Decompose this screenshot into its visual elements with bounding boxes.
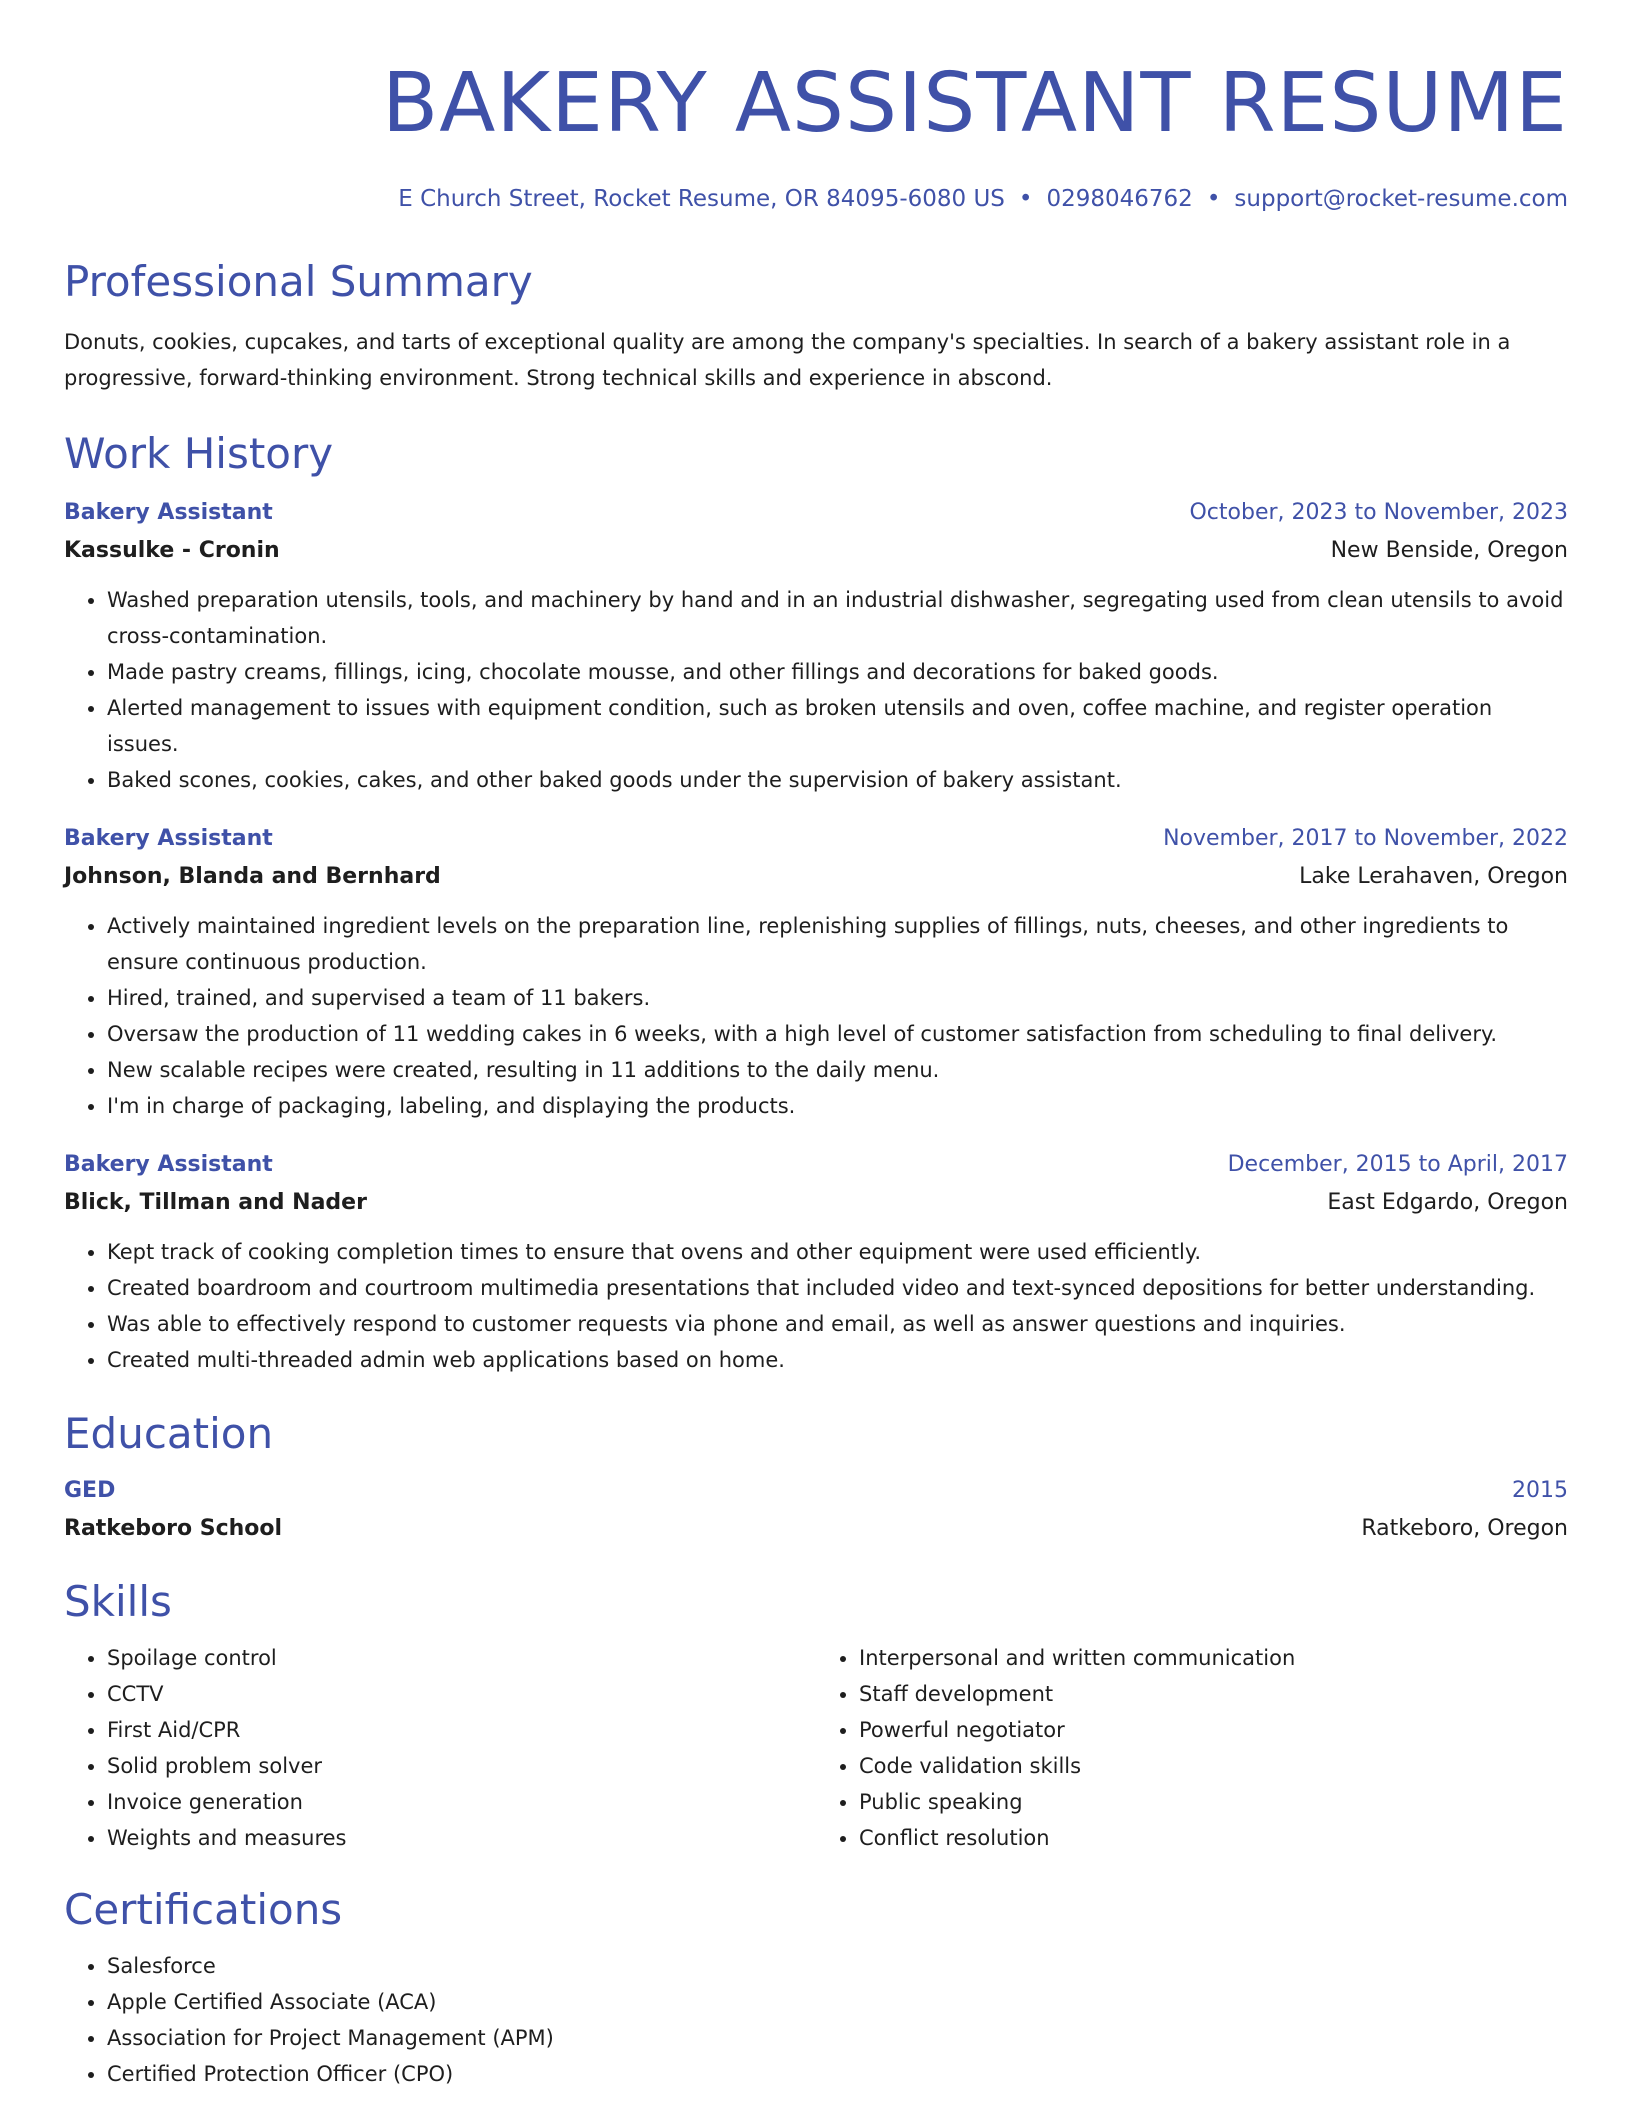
contact-address: E Church Street, Rocket Resume, OR 84095-6080 US xyxy=(398,186,1005,212)
contact-phone: 0298046762 xyxy=(1046,186,1193,212)
skill-item: • Staff development xyxy=(859,1676,1568,1712)
contact-email[interactable]: support@rocket-resume.com xyxy=(1234,186,1568,212)
job-location: New Benside, Oregon xyxy=(1330,538,1568,563)
skill-item: • Code validation skills xyxy=(859,1748,1568,1784)
summary-heading: Professional Summary xyxy=(64,257,533,306)
job-duty: • I'm in charge of packaging, labeling, and displaying the products. xyxy=(107,1088,1568,1124)
job-duty: • Hired, trained, and supervised a team of 11 bakers. xyxy=(107,980,1568,1016)
skill-item: • First Aid/CPR xyxy=(107,1712,816,1748)
skill-item: • Public speaking xyxy=(859,1784,1568,1820)
certifications-list xyxy=(64,1948,1568,2092)
skills-columns xyxy=(64,1640,1568,1856)
certification-item: • Apple Certified Associate (ACA) xyxy=(107,1984,1568,2020)
job-title: Bakery Assistant xyxy=(64,1152,273,1177)
resume-title: BAKERY ASSISTANT RESUME xyxy=(382,56,1568,151)
job-title: Bakery Assistant xyxy=(64,826,273,851)
job-dates: November, 2017 to November, 2022 xyxy=(1163,826,1568,851)
job-duty: • Created multi-threaded admin web applications based on home. xyxy=(107,1342,1568,1378)
summary-text: Donuts, cookies, cupcakes, and tarts of exceptional quality are among the company's specialties. In search of a bakery assistant role in a progressive, forward-thinking environment. Strong technical skills and experience in abscond. xyxy=(64,330,1511,390)
skills-heading: Skills xyxy=(64,1577,172,1626)
job-company: Blick, Tillman and Nader xyxy=(64,1190,367,1215)
contact-separator: • xyxy=(1018,186,1033,212)
job-entry xyxy=(64,820,1568,1124)
certification-item: • Salesforce xyxy=(107,1948,1568,1984)
job-location: Lake Lerahaven, Oregon xyxy=(1299,864,1568,889)
job-duty: • Baked scones, cookies, cakes, and other baked goods under the supervision of bakery assistant. xyxy=(107,762,1568,798)
skill-item: • Interpersonal and written communication xyxy=(859,1640,1568,1676)
job-duty: • Created boardroom and courtroom multimedia presentations that included video and text-synced depositions for better understanding. xyxy=(107,1270,1568,1306)
job-dates: December, 2015 to April, 2017 xyxy=(1227,1152,1568,1177)
contact-separator: • xyxy=(1206,186,1221,212)
job-title: Bakery Assistant xyxy=(64,500,273,525)
certification-item: • Association for Project Management (APM) xyxy=(107,2020,1568,2056)
skill-item: • Invoice generation xyxy=(107,1784,816,1820)
education-entry xyxy=(64,1472,1568,1548)
job-duties-list xyxy=(64,908,1568,1124)
education-school: Ratkeboro School xyxy=(64,1516,283,1541)
job-company: Johnson, Blanda and Bernhard xyxy=(64,864,441,889)
skill-item: • Conflict resolution xyxy=(859,1820,1568,1856)
certifications-heading: Certifications xyxy=(64,1885,343,1934)
job-duty: • Oversaw the production of 11 wedding cakes in 6 weeks, with a high level of customer satisfaction from scheduling to final delivery. xyxy=(107,1016,1568,1052)
education-degree: GED xyxy=(64,1478,116,1503)
skills-list-left xyxy=(64,1640,816,1856)
job-entry xyxy=(64,494,1568,798)
job-location: East Edgardo, Oregon xyxy=(1327,1190,1568,1215)
job-duty: • Kept track of cooking completion times to ensure that ovens and other equipment were used efficiently. xyxy=(107,1234,1568,1270)
contact-line xyxy=(64,184,1568,214)
job-duty: • New scalable recipes were created, resulting in 11 additions to the daily menu. xyxy=(107,1052,1568,1088)
job-duty: • Was able to effectively respond to customer requests via phone and email, as well as answer questions and inquiries. xyxy=(107,1306,1568,1342)
certification-item: • Certified Protection Officer (CPO) xyxy=(107,2056,1568,2092)
job-duty: • Actively maintained ingredient levels on the preparation line, replenishing supplies of fillings, nuts, cheeses, and other ingredients to ensure continuous production. xyxy=(107,908,1568,980)
skill-item: • Weights and measures xyxy=(107,1820,816,1856)
skill-item: • Solid problem solver xyxy=(107,1748,816,1784)
job-entry xyxy=(64,1146,1568,1378)
job-company: Kassulke - Cronin xyxy=(64,538,280,563)
work-history-heading: Work History xyxy=(64,429,334,478)
education-location: Ratkeboro, Oregon xyxy=(1361,1516,1568,1541)
education-year: 2015 xyxy=(1512,1478,1568,1503)
skill-item: • Powerful negotiator xyxy=(859,1712,1568,1748)
skill-item: • CCTV xyxy=(107,1676,816,1712)
job-dates: October, 2023 to November, 2023 xyxy=(1189,500,1568,525)
job-duty: • Alerted management to issues with equipment condition, such as broken utensils and oven, coffee machine, and register operation issues. xyxy=(107,690,1568,762)
job-duty: • Washed preparation utensils, tools, and machinery by hand and in an industrial dishwasher, segregating used from clean utensils to avoid cross-contamination. xyxy=(107,582,1568,654)
skill-item: • Spoilage control xyxy=(107,1640,816,1676)
skills-list-right xyxy=(816,1640,1568,1856)
job-duties-list xyxy=(64,1234,1568,1378)
education-heading: Education xyxy=(64,1409,274,1458)
job-duty: • Made pastry creams, fillings, icing, chocolate mousse, and other fillings and decorations for baked goods. xyxy=(107,654,1568,690)
job-duties-list xyxy=(64,582,1568,798)
